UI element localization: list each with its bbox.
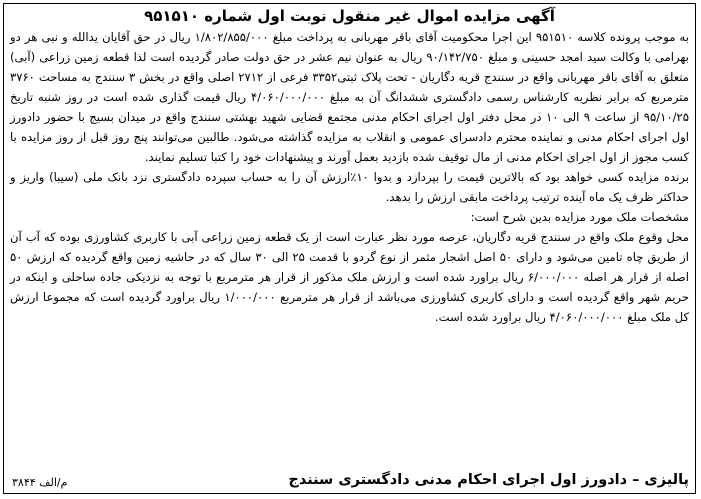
paragraph-winner-terms: برنده مزایده کسی خواهد بود که بالاترین قیمت را بپردازد و بدوا ۱۰٪ارزش آن را به حساب سپرده دادگستری نزد بانک ملی (سیبا) واریز و حداکثر ظرف یک ماه آینده ترتیب پرداخت مابقی ارزش را بدهد.	[10, 170, 689, 204]
signature-line: پالیزی – دادورز اول اجرای احکام مدنی دادگستری سنندج	[288, 472, 689, 488]
notice-footer	[12, 465, 689, 491]
notice-frame	[3, 3, 696, 494]
paragraph-property-details: محل وقوع ملک واقع در سنندج قریه دگاریان، عرصه مورد نظر عبارت است از یک قطعه زمین زراعی آبی با کاربری کشاورزی بوده که آب آن از طریق چاه تامین می‌شود و دارای ۵۰ اصل اشجار مثمر از نوع گردو با قدمت ۲۵ الی ۳۰ سال که در حاشیه زمین واقع گردیده که ارزش ۵۰ اصله از قرار هر اصله ۶/۰۰۰/۰۰۰ ریال براورد شده است و ارزش ملک مذکور از قرار هر مترمربع با توجه به نزدیکی جاده ساحلی و اینکه در حریم شهر واقع گردیده است و دارای کاربری کشاورزی می‌باشد از قرار هر مترمربع ۱/۰۰۰/۰۰۰ ریال براورد گردیده است که مجموعا ارزش کل ملک مبلغ ۴/۰۶۰/۰۰۰/۰۰۰ ریال براورد شده است.	[10, 230, 689, 324]
publication-code	[12, 476, 67, 489]
paragraph-main: به موجب پرونده کلاسه ۹۵۱۵۱۰ این اجرا محکومیت آقای باقر مهربانی به پرداخت مبلغ ۱/۸۰۲/۸۵۵/۰۰۰ ریال در حق آقایان یدالله و نبی هر دو بهرامی با وکالت سید امجد حسینی و مبلغ ۹۰/۱۴۲/۷۵۰ ریال به عنوان نیم عشر در حق دولت صادر گردیده است لذا قطعه زمین زراعی (آبی) متعلق به آقای باقر مهربانی واقع در سنندج قریه دگاریان - تحت پلاک ثبتی۳۳۵۲ فرعی از ۲۷۱۲ اصلی واقع در بخش ۳ سنندج به مساحت ۳۷۶۰ مترمربع که برابر نظریه کارشناس رسمی دادگستری ششدانگ آن به مبلغ ۴/۰۶۰/۰۰۰/۰۰۰ ریال قیمت گذاری شده است در روز شنبه تاریخ ۹۵/۱۰/۲۵ از ساعت ۹ الی ۱۰ در محل دفتر اول اجرای احکام مدنی مجتمع قضایی شهید بهشتی سنندج واقع در میدان بسیج با حضور دادورز اول اجرای احکام مدنی و نماینده محترم دادسرای عمومی و انقلاب به مزایده گذاشته می‌شود. طالبین می‌توانند پنج روز قبل از روز مزایده با کسب مجوز از اول اجرای احکام مدنی از مال توقیف شده بازدید بعمل آورند و پیشنهادات خود را کتبا تسلیم نمایند.	[10, 30, 690, 164]
notice-title: آگهی مزایده اموال غیر منقول نوبت اول شماره ۹۵۱۵۱۰	[144, 7, 555, 25]
publication-code-number: م/الف ۳۸۴۴	[12, 476, 68, 489]
paragraph-specs-heading: مشخصات ملک مورد مزایده بدین شرح است:	[470, 210, 689, 224]
